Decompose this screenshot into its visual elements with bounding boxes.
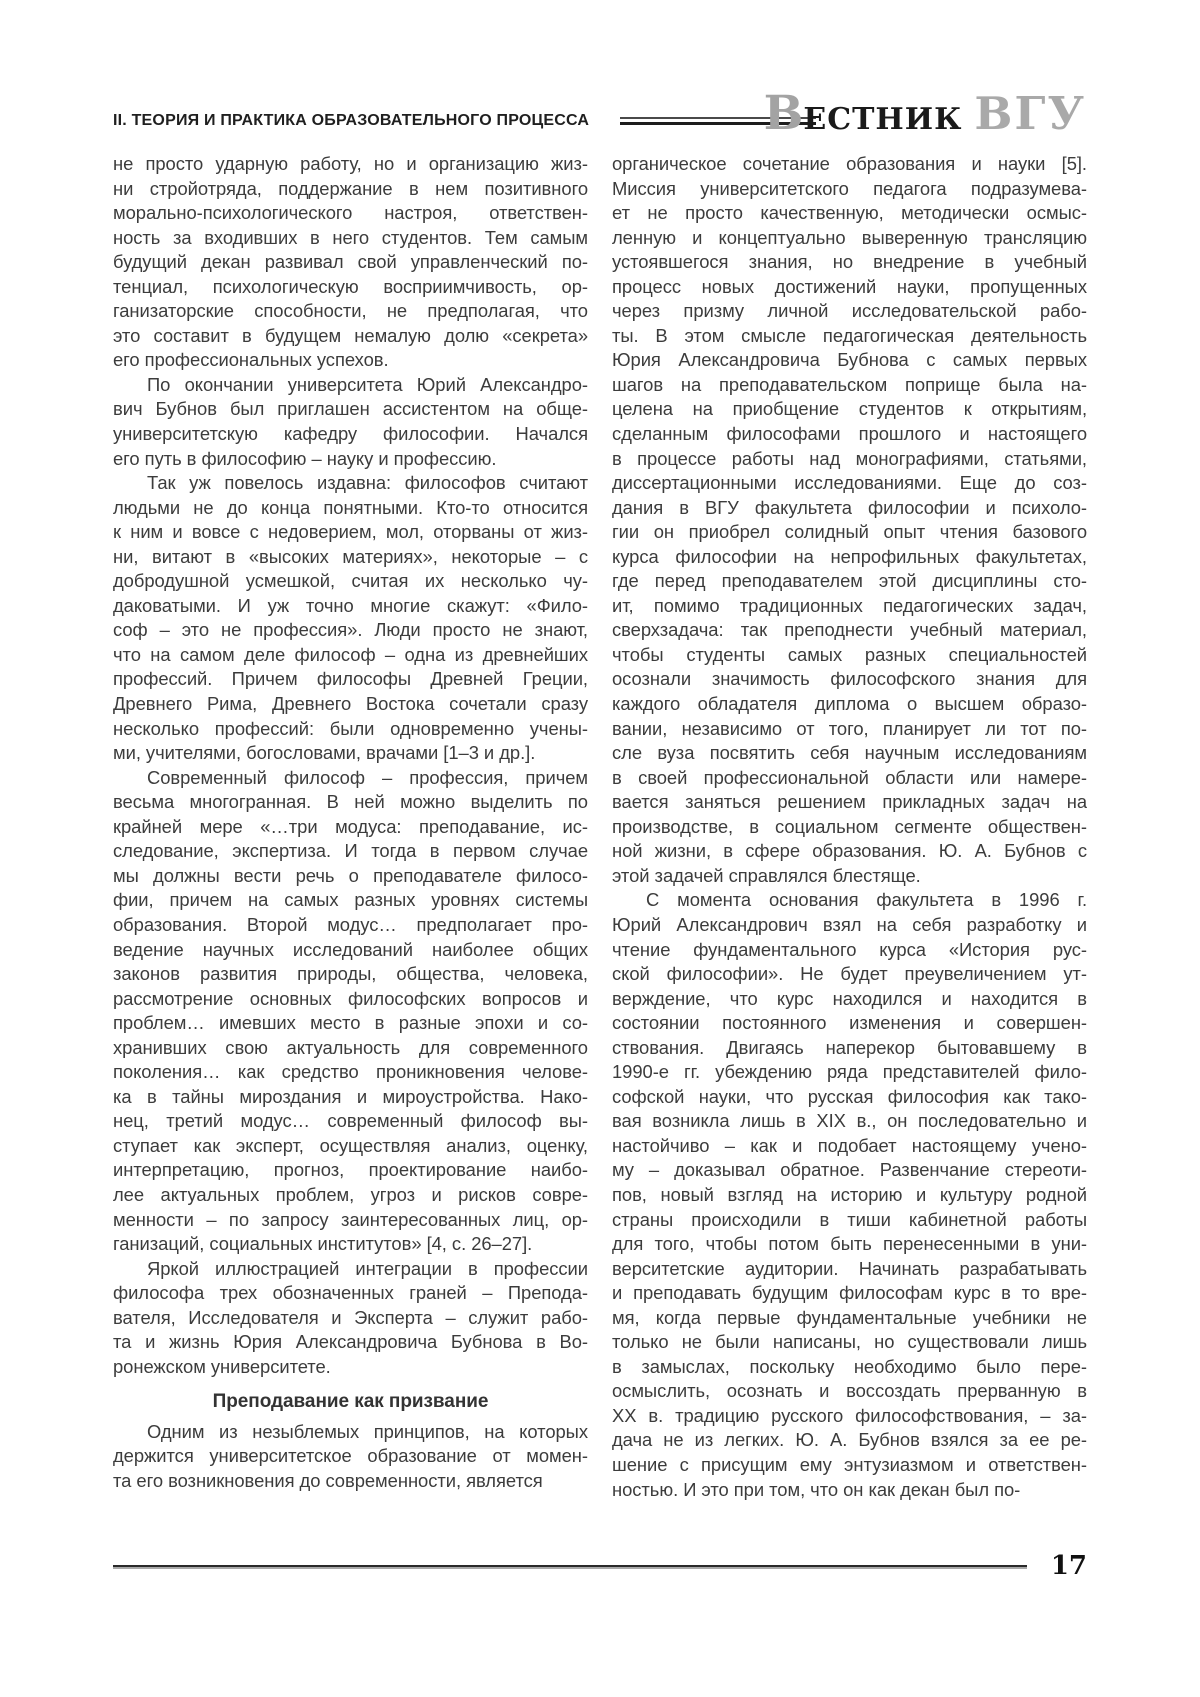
text-line: следование, экспертиза. И тогда в первом случае <box>113 840 588 862</box>
section-heading: Преподавание как призвание <box>212 1391 489 1413</box>
journal-logo-abbr: ВГУ <box>974 87 1086 140</box>
paragraph <box>113 1257 588 1380</box>
text-line: По окончании университета Юрий Александро- <box>147 373 588 395</box>
journal-logo-initial: В <box>763 86 804 141</box>
text-line: ми, учителями, богословами, врачами [1–3 и др.]. <box>113 742 536 764</box>
text-line: этой задачей справлялся блестяще. <box>612 864 921 886</box>
text-line: и преподавать будущим философам курс в то вре- <box>612 1282 1087 1304</box>
text-line: ность за входивших в него студентов. Тем самым <box>113 226 588 248</box>
text-line: мя, когда первые фундаментальные учебники не <box>612 1306 1087 1328</box>
text-line: законов развития природы, общества, человека, <box>113 963 588 985</box>
text-line: чтобы студенты самых разных специальностей <box>612 643 1087 665</box>
text-line: каждого обладателя диплома о высшем образо- <box>612 693 1087 715</box>
journal-logo-name: ЕСТНИК <box>803 102 963 137</box>
text-line: ной жизни, в сфере образования. Ю. А. Бубнов с <box>612 840 1087 862</box>
text-line: вая возникла лишь в XIX в., он последовательно и <box>612 1110 1087 1132</box>
text-line: вании, независимо от того, планирует ли тот по- <box>612 717 1087 739</box>
footer-rule <box>113 1565 1027 1567</box>
text-line: дача не из легких. Ю. А. Бубнов взялся за ее ре- <box>612 1429 1087 1451</box>
text-line: его путь в философию – науку и профессию. <box>113 447 497 469</box>
article-body <box>113 152 1087 1502</box>
text-line: интерпретацию, прогноз, проектирование наибо- <box>113 1159 588 1181</box>
text-line: страны происходили в тиши кабинетной работы <box>612 1208 1087 1230</box>
text-line: для того, чтобы потом быть перенесенными в уни- <box>612 1233 1087 1255</box>
text-line: сле вуза посвятить себя научным исследованиям <box>612 742 1087 764</box>
text-line: целена на приобщение студентов к открытиям, <box>612 398 1087 420</box>
text-line: 1990-е гг. убеждению ряда представителей фило- <box>612 1061 1087 1083</box>
text-line: крайней мере «…три модуса: преподавание, ис- <box>113 815 588 837</box>
text-line: лее актуальных проблем, угроз и рисков совре- <box>113 1183 588 1205</box>
text-line: ганизаторские способности, не предполагая, что <box>113 300 588 322</box>
text-line: сделанным философами прошлого и настоящего <box>612 423 1087 445</box>
text-line: тенциал, психологическую восприимчивость, ор- <box>113 275 588 297</box>
text-line: ет не просто качественную, методически осмыс- <box>612 202 1087 224</box>
text-line: ит, помимо традиционных педагогических задач, <box>612 594 1087 616</box>
text-line: в процессе работы над монографиями, статьями, <box>612 447 1087 469</box>
text-line: производстве, в социальном сегменте обществен- <box>612 815 1087 837</box>
text-line: даковатыми. И уж точно многие скажут: «Фило- <box>113 594 588 616</box>
text-line: профессий. Причем философы Древней Греции, <box>113 668 588 690</box>
text-line: проблем… имевших место в разные эпохи и со- <box>113 1012 588 1034</box>
text-line: вается заняться решением прикладных задач на <box>612 791 1087 813</box>
text-line: ступает как эксперт, осуществляя анализ, оценку, <box>113 1134 588 1156</box>
text-line: пов, новый взгляд на историю и культуру родной <box>612 1183 1087 1205</box>
text-line: образования. Второй модус… предполагает про- <box>113 913 588 935</box>
page-footer <box>113 1553 1087 1579</box>
text-line: Миссия университетского педагога подразумева- <box>612 177 1087 199</box>
text-line: нец, третий модус… современный философ вы- <box>113 1110 588 1132</box>
text-line: что на самом деле философ – одна из древнейших <box>113 643 588 665</box>
text-line: Одним из незыблемых принципов, на которых <box>147 1420 588 1442</box>
text-line: процесс новых достижений науки, пропущенных <box>612 275 1087 297</box>
text-line: держится университетское образование от момен- <box>113 1445 588 1467</box>
text-line: верждение, что курс находился и находится в <box>612 987 1087 1009</box>
text-line: дания в ВГУ факультета философии и психоло- <box>612 496 1087 518</box>
text-line: гии он приобрел солидный опыт чтения базового <box>612 521 1087 543</box>
text-line: та и жизнь Юрия Александровича Бубнова в Во- <box>113 1331 588 1353</box>
text-line: весьма многогранная. В ней можно выделить по <box>113 791 588 813</box>
text-line: мы должны вести речь о преподавателе филосо- <box>113 864 588 886</box>
running-head: II. ТЕОРИЯ И ПРАКТИКА ОБРАЗОВАТЕЛЬНОГО ПРОЦЕССА <box>113 112 590 129</box>
text-line: осмыслить, осознать и воссоздать прерванную в <box>612 1380 1087 1402</box>
text-line: верситетские аудитории. Начинать разрабатывать <box>612 1257 1087 1279</box>
paragraph <box>612 152 1087 888</box>
text-line: ностью. И это при том, что он как декан был по- <box>612 1478 1021 1500</box>
text-line: менности – по запросу заинтересованных лиц, ор- <box>113 1208 588 1230</box>
text-line: фии, причем на самых разных уровнях системы <box>113 889 588 911</box>
text-line: софской науки, что русская философия как тако- <box>612 1085 1087 1107</box>
text-line: хранивших свою актуальность для современного <box>113 1036 588 1058</box>
text-line: Юрия Александровича Бубнова с самых первых <box>612 349 1087 371</box>
text-line: морально-психологического настроя, ответствен- <box>113 202 588 224</box>
text-line: соф – это не профессия». Люди просто не знают, <box>113 619 588 641</box>
text-line: С момента основания факультета в 1996 г. <box>646 889 1087 911</box>
journal-logo <box>763 86 1086 141</box>
text-line: людьми не до конца понятными. Кто-то относится <box>113 496 588 518</box>
text-line: курса философии на непрофильных факультетах, <box>612 545 1087 567</box>
page-number: 17 <box>1050 1551 1087 1581</box>
text-line: несколько профессий: были одновременно учены- <box>113 717 588 739</box>
text-line: органическое сочетание образования и науки [5]. <box>612 153 1087 174</box>
paragraph <box>113 152 588 373</box>
text-line: Юрий Александрович взял на себя разработку и <box>612 913 1087 935</box>
text-line: шение с присущим ему энтузиазмом и ответствен- <box>612 1453 1087 1475</box>
text-line: в своей профессиональной области или намере- <box>612 766 1087 788</box>
text-line: осознали значимость философского знания для <box>612 668 1087 690</box>
paragraph <box>113 766 588 1257</box>
text-line: будущий декан развивал свой управленческий по- <box>113 251 588 273</box>
text-line: добродушной усмешкой, считая их несколько чу- <box>113 570 588 592</box>
left-column <box>113 152 588 1502</box>
text-line: ни, витают в «высоких материях», некоторые – с <box>113 545 588 567</box>
text-line: поколения… как средство проникновения челове- <box>113 1061 588 1083</box>
text-line: ганизаций, социальных институтов» [4, с. 26–27]. <box>113 1233 533 1255</box>
text-line: устоявшегося знания, но внедрение в учебный <box>612 251 1087 273</box>
text-line: му – доказывал обратное. Развенчание стереоти- <box>612 1159 1087 1181</box>
text-line: настойчиво – как и подобает настоящему учено- <box>612 1134 1087 1156</box>
text-line: шагов на преподавательском поприще была на- <box>612 373 1087 395</box>
text-line: не просто ударную работу, но и организацию жиз- <box>113 153 588 174</box>
text-line: его профессиональных успехов. <box>113 349 389 371</box>
text-line: ни стройотряда, поддержание в нем позитивного <box>113 177 588 199</box>
text-line: ка в тайны мироздания и мироустройства. Нако- <box>113 1085 588 1107</box>
paragraph <box>113 471 588 766</box>
text-line: Так уж повелось издавна: философов считают <box>147 472 588 494</box>
text-line: в замыслах, поскольку необходимо было пере- <box>612 1355 1087 1377</box>
paragraph <box>612 888 1087 1502</box>
text-line: рассмотрение основных философских вопросов и <box>113 987 588 1009</box>
text-line: диссертационными исследованиями. Еще до соз- <box>612 472 1087 494</box>
text-line: ствования. Двигаясь наперекор бытовавшему в <box>612 1036 1087 1058</box>
text-line: к ним и вовсе с недоверием, мол, оторваны от жиз- <box>113 521 588 543</box>
text-line: это составит в будущем немалую долю «секрета» <box>113 324 588 346</box>
paragraph <box>113 373 588 471</box>
text-line: Яркой иллюстрацией интеграции в профессии <box>147 1257 588 1279</box>
paragraph <box>113 1420 588 1494</box>
text-line: ХХ в. традицию русского философствования, – за- <box>612 1404 1087 1426</box>
text-line: ты. В этом смысле педагогическая деятельность <box>612 324 1087 346</box>
text-line: чтение фундаментального курса «История рус- <box>612 938 1087 960</box>
text-line: ленную и концептуально выверенную трансляцию <box>612 226 1087 248</box>
text-line: только не были написаны, но существовали лишь <box>612 1331 1087 1353</box>
text-line: философа трех обозначенных граней – Препода- <box>113 1282 588 1304</box>
text-line: сверхзадача: так преподнести учебный материал, <box>612 619 1087 641</box>
text-line: ведение научных исследований наиболее общих <box>113 938 588 960</box>
text-line: та его возникновения до современности, является <box>113 1469 543 1491</box>
text-line: Современный философ – профессия, причем <box>147 766 588 788</box>
text-line: университетскую кафедру философии. Начался <box>113 423 588 445</box>
text-line: где перед преподавателем этой дисциплины сто- <box>612 570 1087 592</box>
text-line: вич Бубнов был приглашен ассистентом на обще- <box>113 398 588 420</box>
right-column <box>612 152 1087 1502</box>
text-line: ронежском университете. <box>113 1355 331 1377</box>
text-line: через призму личной исследовательской рабо- <box>612 300 1087 322</box>
text-line: ской философии». Не будет преувеличением ут- <box>612 963 1087 985</box>
text-line: Древнего Рима, Древнего Востока сочетали сразу <box>113 693 588 715</box>
text-line: вателя, Исследователя и Эксперта – служит рабо- <box>113 1306 588 1328</box>
text-line: состоянии постоянного изменения и совершен- <box>612 1012 1087 1034</box>
